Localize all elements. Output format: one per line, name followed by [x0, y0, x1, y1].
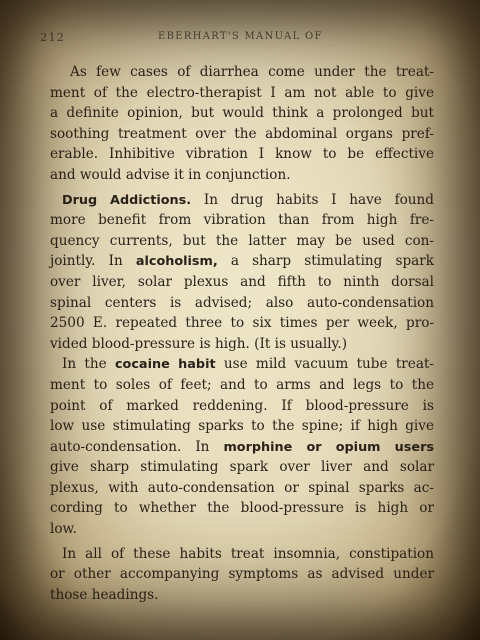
text-line: over liver, solar plexus and fifth to ninth dorsal — [50, 273, 434, 290]
book-page — [36, 26, 444, 626]
section-heading: Drug Addictions. — [62, 192, 192, 208]
running-head — [36, 26, 444, 48]
paragraph-insomnia — [50, 544, 434, 606]
text-line: more benefit from vibration than from high fre- — [50, 212, 434, 229]
text-line: ment of the electro-therapist I am not able to give — [50, 84, 434, 101]
text-line: auto-condensation. In morphine or opium users — [50, 438, 434, 455]
text-line: cording to whether the blood-pressure is high or — [50, 500, 434, 517]
text-line: give sharp stimulating spark over liver and solar — [50, 459, 434, 476]
running-title: EBERHART'S MANUAL OF — [158, 31, 323, 42]
text-line: those headings. — [50, 586, 159, 603]
body-text — [50, 62, 434, 605]
text-line: ment to soles of feet; and to arms and legs to the — [50, 376, 434, 393]
text-line: As few cases of diarrhea come under the treat- — [70, 64, 434, 80]
text-line: or other accompanying symptoms as advised under — [50, 566, 434, 583]
text-line: low. — [50, 521, 77, 538]
text-line: low use stimulating sparks to the spine; if high give — [50, 418, 434, 435]
text-line: In all of these habits treat insomnia, constipation — [62, 545, 434, 562]
keyword-cocaine-habit: cocaine habit — [114, 357, 216, 373]
keyword-morphine-opium: morphine or opium users — [223, 439, 434, 455]
text-line: and would advise it in conjunction. — [50, 166, 291, 183]
text-line: In the cocaine habit use mild vacuum tube treat- — [62, 356, 434, 373]
text-line: plexus, with auto-condensation or spinal sparks ac- — [50, 479, 434, 496]
text-line: soothing treatment over the abdominal organs pref- — [50, 125, 434, 142]
paragraph-drug-addictions — [50, 190, 434, 355]
text-line: 2500 E. repeated three to six times per week, pro- — [50, 315, 434, 332]
text-line: a definite opinion, but would think a prolonged but — [50, 105, 434, 122]
text-line: point of marked reddening. If blood-pressure is — [50, 397, 434, 414]
paragraph-diarrhea — [50, 62, 434, 186]
text-line: Drug Addictions. In drug habits I have found — [62, 191, 435, 208]
text-line: jointly. In alcoholism, a sharp stimulating spark — [50, 253, 434, 270]
page-number: 212 — [40, 30, 65, 44]
text-line: spinal centers is advised; also auto-condensation — [50, 294, 434, 311]
text-line: erable. Inhibitive vibration I know to be effective — [50, 146, 434, 163]
text-line: vided blood-pressure is high. (It is usually.) — [50, 335, 348, 352]
keyword-alcoholism: alcoholism, — [135, 254, 218, 270]
text-line: quency currents, but the latter may be used con- — [50, 232, 434, 249]
paragraph-cocaine-habit — [50, 354, 434, 539]
